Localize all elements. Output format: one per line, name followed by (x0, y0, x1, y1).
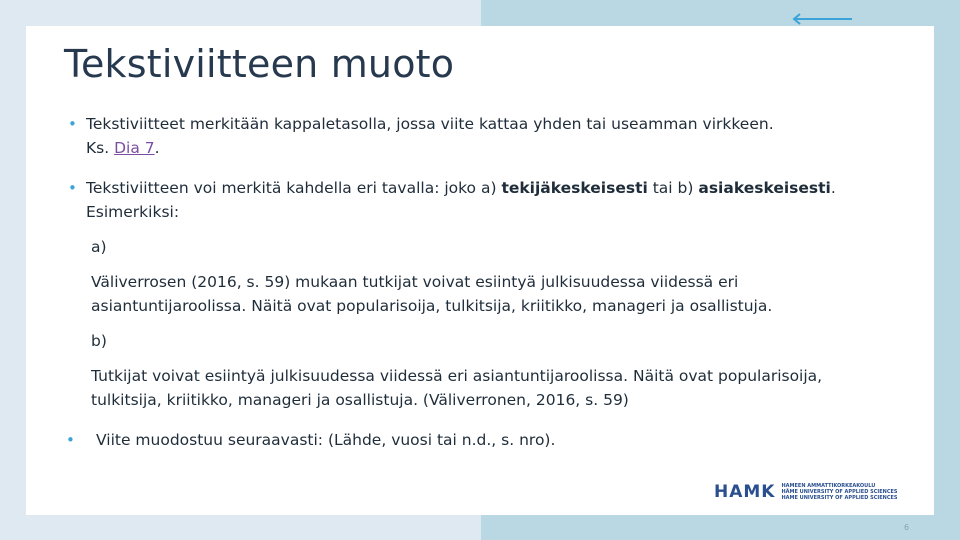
bullet-2-line1: Tekstiviitteen voi merkitä kahdella eri tavalla: joko a) tekijäkeskeisesti tai b) asiakeskeisesti. (86, 179, 836, 197)
page-number: 6 (904, 523, 910, 532)
hamk-logo: HAMK HAMEEN AMMATTIKORKEAKOULU HÄME UNIVERSITY OF APPLIED SCIENCES HAME UNIVERSITY OF APPLIED SCIENCES (714, 482, 898, 502)
example-b-text: Tutkijat voivat esiintyä julkisuudessa viidessä eri asiantuntijaroolissa. Näitä ovat popularisoija, tulkitsija, kriitikko, manageri ja osallistuja. (Väliverronen, 2016, s. 59) (91, 367, 823, 409)
example-a-text: Väliverrosen (2016, s. 59) mukaan tutkijat voivat esiintyä julkisuudessa viidessä eri asiantuntijaroolissa. Näitä ovat popularisoija, tulkitsija, kriitikko, manageri ja osallistuja. (91, 273, 773, 315)
bullet-3-text: Viite muodostuu seuraavasti: (Lähde, vuosi tai n.d., s. nro). (96, 431, 556, 449)
bullet-2-content (86, 176, 836, 224)
bullet-1-content (86, 112, 774, 160)
emphasis-topic: asiakeskeisesti (698, 179, 831, 197)
bullet-2-line2: Esimerkiksi: (86, 203, 180, 221)
bullet-item-3 (66, 428, 555, 452)
bullet-1-text: Tekstiviitteet merkitään kappaletasolla, jossa viite kattaa yhden tai useamman virkkeen. (86, 115, 774, 133)
bullet-item-2 (68, 176, 836, 224)
slide-title: Tekstiviitteen muoto (64, 42, 455, 86)
example-b-label: b) (91, 332, 107, 350)
bullet-icon: • (66, 431, 75, 449)
bullet-icon: • (68, 179, 77, 197)
slide-link[interactable]: Dia 7 (114, 139, 155, 157)
bullet-icon: • (68, 115, 77, 133)
bullet-1-line2: Ks. Dia 7. (86, 139, 160, 157)
example-a-label: a) (91, 238, 107, 256)
emphasis-author: tekijäkeskeisesti (501, 179, 648, 197)
bullet-item-1 (68, 112, 774, 160)
